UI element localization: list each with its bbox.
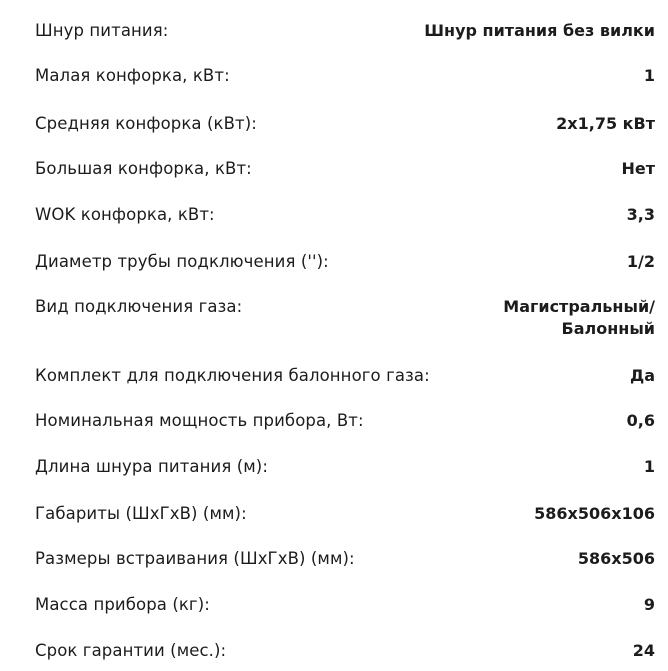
spec-value: 1/2 (626, 252, 655, 271)
spec-value: 2х1,75 кВт (556, 114, 655, 133)
spec-label: WOK конфорка, кВт: (35, 205, 215, 224)
spec-value: 0,6 (626, 411, 655, 430)
spec-label: Габариты (ШхГхВ) (мм): (35, 504, 247, 523)
spec-value: 586х506 (577, 549, 655, 568)
spec-value: 1 (643, 66, 655, 85)
spec-value: 9 (643, 595, 655, 614)
spec-label: Диаметр трубы подключения (''): (35, 252, 329, 271)
spec-label: Комплект для подключения балонного газа: (35, 366, 430, 385)
spec-value: Шнур питания без вилки (424, 21, 655, 40)
spec-value: Нет (621, 159, 655, 178)
spec-value: 586х506х106 (534, 504, 655, 523)
spec-label: Длина шнура питания (м): (35, 457, 268, 476)
spec-value: 3,3 (626, 205, 655, 224)
spec-label: Шнур питания: (35, 21, 169, 40)
spec-label: Номинальная мощность прибора, Вт: (35, 411, 364, 430)
spec-value: Магистральный/ Балонный (503, 297, 655, 338)
spec-value: 1 (643, 457, 655, 476)
spec-label: Срок гарантии (мес.): (35, 641, 227, 660)
spec-label: Масса прибора (кг): (35, 595, 210, 614)
spec-label: Большая конфорка, кВт: (35, 159, 252, 178)
spec-label: Средняя конфорка (кВт): (35, 114, 257, 133)
spec-label: Вид подключения газа: (35, 297, 243, 316)
spec-label: Малая конфорка, кВт: (35, 66, 230, 85)
spec-value: Да (629, 366, 655, 385)
spec-value: 24 (632, 641, 655, 660)
spec-label: Размеры встраивания (ШхГхВ) (мм): (35, 549, 355, 568)
